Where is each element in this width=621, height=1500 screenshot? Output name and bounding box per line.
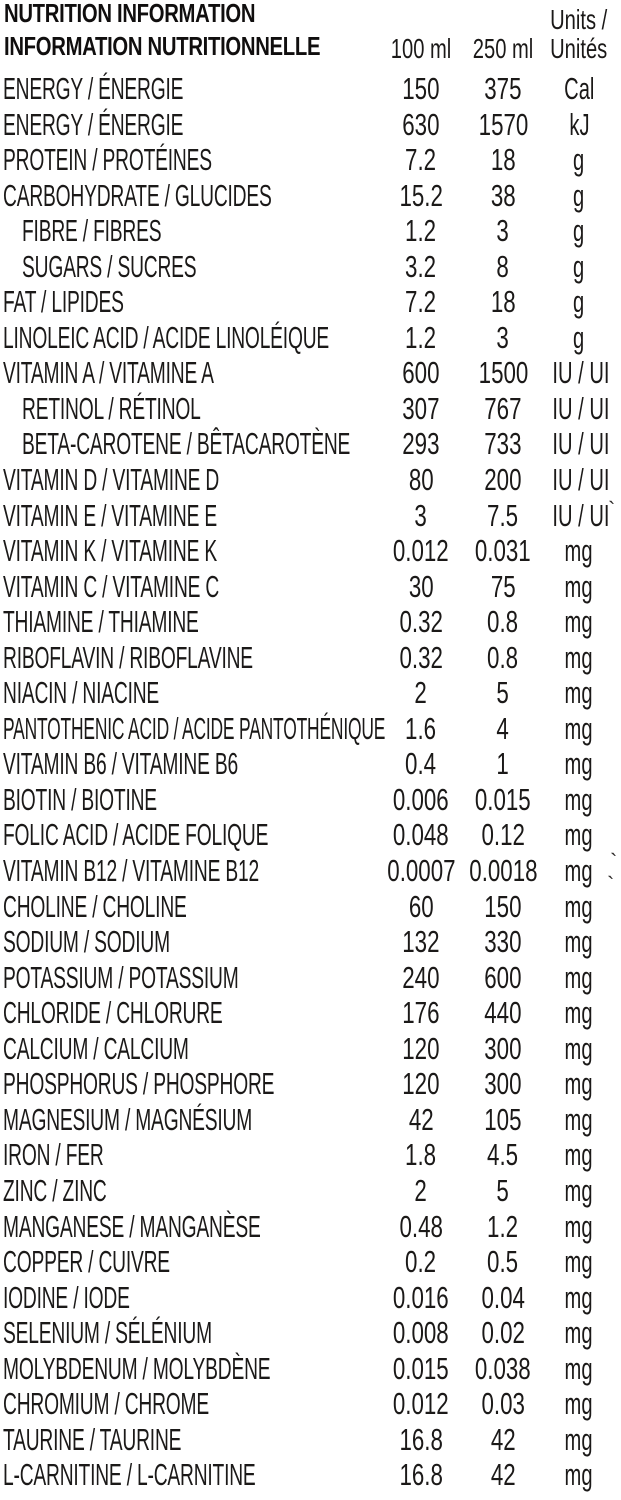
unit-cell bbox=[537, 142, 621, 178]
nutrient-label-cell bbox=[3, 1173, 374, 1209]
nutrient-row bbox=[0, 782, 621, 818]
value-250ml: 300 bbox=[484, 1030, 522, 1066]
value-100ml: 2 bbox=[414, 675, 428, 711]
nutrient-label-cell bbox=[22, 426, 393, 462]
value-250ml: 4 bbox=[496, 710, 510, 746]
nutrient-row bbox=[0, 1137, 621, 1173]
unit: mg bbox=[564, 568, 593, 604]
unit-cell bbox=[537, 107, 621, 143]
nutrient-label-cell bbox=[3, 1457, 374, 1493]
column-header-units-line2 bbox=[537, 35, 621, 63]
value-100ml: 16.8 bbox=[399, 1421, 443, 1457]
nutrient-row bbox=[0, 71, 621, 107]
nutrient-label: MAGNESIUM / MAGNÉSIUM bbox=[3, 1101, 253, 1137]
nutrient-label: POTASSIUM / POTASSIUM bbox=[3, 959, 239, 995]
nutrient-row bbox=[0, 533, 621, 569]
value-100ml: 30 bbox=[408, 568, 434, 604]
value-100ml: 240 bbox=[402, 959, 440, 995]
nutrient-label-cell bbox=[3, 107, 374, 143]
column-header-units-line1 bbox=[537, 6, 621, 34]
unit-cell bbox=[537, 995, 621, 1031]
nutrient-label-cell bbox=[3, 1137, 374, 1173]
nutrient-row bbox=[0, 711, 621, 747]
nutrient-label: VITAMIN C / VITAMINE C bbox=[3, 568, 220, 604]
nutrient-label-cell bbox=[3, 1351, 374, 1387]
value-250ml: 0.03 bbox=[481, 1386, 525, 1422]
unit-cell bbox=[537, 213, 621, 249]
print-artifact-tick: ` bbox=[610, 849, 618, 874]
nutrient-label: BETA-CAROTENE / BÊTACAROTÈNE bbox=[22, 426, 351, 462]
nutrient-label-cell bbox=[22, 391, 393, 427]
units-header-english: Units / bbox=[550, 4, 608, 35]
value-100ml: 0.006 bbox=[393, 781, 449, 817]
unit-cell bbox=[537, 1244, 621, 1280]
nutrient-label-cell bbox=[3, 746, 374, 782]
value-100ml: 0.0007 bbox=[386, 853, 456, 889]
unit: mg bbox=[564, 924, 593, 960]
nutrient-row bbox=[0, 995, 621, 1031]
unit-cell bbox=[537, 1351, 621, 1387]
nutrient-label: SELENIUM / SÉLÉNIUM bbox=[3, 1315, 212, 1351]
nutrition-table-body bbox=[0, 71, 621, 1493]
nutrient-label-cell bbox=[3, 1386, 374, 1422]
unit: mg bbox=[564, 1421, 593, 1457]
nutrient-label: CALCIUM / CALCIUM bbox=[3, 1030, 189, 1066]
nutrient-label: THIAMINE / THIAMINE bbox=[3, 604, 199, 640]
nutrient-label-cell bbox=[3, 817, 374, 853]
nutrient-label: RETINOL / RÉTINOL bbox=[22, 390, 201, 426]
value-250ml: 0.02 bbox=[481, 1315, 525, 1351]
nutrient-row bbox=[0, 1066, 621, 1102]
nutrient-label: VITAMIN B12 / VITAMINE B12 bbox=[3, 853, 259, 889]
value-250ml: 18 bbox=[490, 142, 516, 178]
nutrient-row bbox=[0, 1422, 621, 1458]
value-100ml: 132 bbox=[402, 924, 440, 960]
unit: IU / UI bbox=[552, 462, 610, 498]
unit-cell bbox=[537, 675, 621, 711]
nutrient-label-cell bbox=[3, 1031, 374, 1067]
value-100ml: 120 bbox=[402, 1030, 440, 1066]
value-250ml: 42 bbox=[490, 1421, 516, 1457]
unit: IU / UI bbox=[552, 390, 610, 426]
value-250ml: 8 bbox=[496, 248, 510, 284]
value-250ml: 1.2 bbox=[487, 1208, 519, 1244]
nutrient-label: SUGARS / SUCRES bbox=[22, 248, 197, 284]
nutrient-row bbox=[0, 213, 621, 249]
unit: mg bbox=[564, 888, 593, 924]
nutrient-label-cell bbox=[3, 1102, 374, 1138]
unit: mg bbox=[564, 1244, 593, 1280]
unit-cell bbox=[537, 782, 621, 818]
unit: mg bbox=[564, 1066, 593, 1102]
value-250ml: 0.038 bbox=[475, 1350, 531, 1386]
nutrient-label: MANGANESE / MANGANÈSE bbox=[3, 1208, 261, 1244]
unit-cell bbox=[537, 1386, 621, 1422]
unit-cell bbox=[537, 1031, 621, 1067]
value-250ml: 0.12 bbox=[481, 817, 525, 853]
nutrient-label-cell bbox=[3, 284, 374, 320]
value-250ml: 7.5 bbox=[487, 497, 519, 533]
unit-cell bbox=[537, 284, 621, 320]
nutrient-row bbox=[0, 569, 621, 605]
value-250ml: 150 bbox=[484, 888, 522, 924]
unit: mg bbox=[564, 1172, 593, 1208]
unit: mg bbox=[564, 1386, 593, 1422]
nutrient-label: CHOLINE / CHOLINE bbox=[3, 888, 187, 924]
nutrient-row bbox=[0, 178, 621, 214]
value-100ml: 0.015 bbox=[393, 1350, 449, 1386]
title-french bbox=[4, 33, 409, 59]
value-250ml: 3 bbox=[496, 213, 510, 249]
unit-cell bbox=[537, 1102, 621, 1138]
nutrient-label-cell bbox=[3, 462, 374, 498]
value-100ml: 0.048 bbox=[393, 817, 449, 853]
unit: mg bbox=[564, 853, 593, 889]
value-250ml: 0.04 bbox=[481, 1279, 525, 1315]
nutrient-row bbox=[0, 675, 621, 711]
nutrient-label-cell bbox=[3, 569, 374, 605]
title-english-text: NUTRITION INFORMATION bbox=[4, 0, 256, 28]
nutrient-label-cell bbox=[3, 1244, 374, 1280]
unit: mg bbox=[564, 639, 593, 675]
value-100ml: 293 bbox=[402, 426, 440, 462]
nutrient-row bbox=[0, 1315, 621, 1351]
nutrient-label: ZINC / ZINC bbox=[3, 1172, 107, 1208]
nutrient-label-cell bbox=[3, 1280, 374, 1316]
unit-cell bbox=[537, 569, 621, 605]
value-250ml: 5 bbox=[496, 675, 510, 711]
nutrient-label: ENERGY / ÉNERGIE bbox=[3, 106, 184, 142]
nutrient-label-cell bbox=[3, 178, 374, 214]
nutrient-row bbox=[0, 960, 621, 996]
unit-cell bbox=[537, 533, 621, 569]
nutrient-row bbox=[0, 284, 621, 320]
value-100ml: 0.2 bbox=[405, 1244, 437, 1280]
title-french-text: INFORMATION NUTRITIONNELLE bbox=[4, 31, 321, 61]
value-100ml: 0.012 bbox=[393, 533, 449, 569]
value-250ml: 1570 bbox=[478, 106, 528, 142]
unit: mg bbox=[564, 1457, 593, 1493]
unit-cell bbox=[537, 426, 621, 462]
value-250ml: 0.5 bbox=[487, 1244, 519, 1280]
nutrient-label: PANTOTHENIC ACID / ACIDE PANTOTHÉNIQUE bbox=[3, 710, 386, 746]
nutrient-label-cell bbox=[3, 640, 374, 676]
unit: IU / UI bbox=[552, 355, 610, 391]
nutrient-row bbox=[0, 924, 621, 960]
nutrient-label-cell bbox=[22, 213, 393, 249]
unit: mg bbox=[564, 604, 593, 640]
nutrient-row bbox=[0, 1244, 621, 1280]
value-250ml: 4.5 bbox=[487, 1137, 519, 1173]
unit: Cal bbox=[563, 71, 595, 106]
nutrient-row bbox=[0, 817, 621, 853]
unit: mg bbox=[564, 1315, 593, 1351]
nutrient-label: VITAMIN K / VITAMINE K bbox=[3, 533, 217, 569]
nutrient-row bbox=[0, 320, 621, 356]
value-250ml: 1500 bbox=[478, 355, 528, 391]
col-250ml-text: 250 ml bbox=[472, 33, 534, 64]
value-100ml: 0.4 bbox=[405, 746, 437, 782]
nutrient-label-cell bbox=[3, 533, 374, 569]
value-250ml: 200 bbox=[484, 462, 522, 498]
nutrient-label: VITAMIN B6 / VITAMINE B6 bbox=[3, 746, 238, 782]
unit-cell bbox=[537, 1137, 621, 1173]
nutrient-label: TAURINE / TAURINE bbox=[3, 1421, 182, 1457]
value-100ml: 15.2 bbox=[399, 177, 443, 213]
unit: g bbox=[573, 319, 585, 355]
value-100ml: 16.8 bbox=[399, 1457, 443, 1493]
value-100ml: 1.2 bbox=[405, 319, 437, 355]
value-100ml: 307 bbox=[402, 390, 440, 426]
nutrient-row bbox=[0, 1102, 621, 1138]
value-250ml: 0.8 bbox=[487, 639, 519, 675]
value-250ml: 105 bbox=[484, 1101, 522, 1137]
value-250ml: 330 bbox=[484, 924, 522, 960]
value-100ml: 0.016 bbox=[393, 1279, 449, 1315]
nutrient-label: CHROMIUM / CHROME bbox=[3, 1386, 210, 1422]
nutrient-label-cell bbox=[3, 889, 374, 925]
nutrient-row bbox=[0, 640, 621, 676]
unit-cell bbox=[537, 1457, 621, 1493]
nutrient-label: VITAMIN E / VITAMINE E bbox=[3, 497, 217, 533]
nutrient-row bbox=[0, 355, 621, 391]
nutrient-row bbox=[0, 1209, 621, 1245]
value-250ml: 600 bbox=[484, 959, 522, 995]
unit: mg bbox=[564, 710, 593, 746]
nutrient-label-cell bbox=[3, 1422, 374, 1458]
nutrient-label-cell bbox=[3, 1315, 374, 1351]
value-250ml: 5 bbox=[496, 1172, 510, 1208]
title-english bbox=[4, 0, 326, 26]
nutrient-row bbox=[0, 462, 621, 498]
value-100ml: 3.2 bbox=[405, 248, 437, 284]
nutrient-row bbox=[0, 849, 621, 897]
unit: mg bbox=[564, 533, 593, 569]
nutrient-row bbox=[0, 1457, 621, 1493]
value-100ml: 630 bbox=[402, 106, 440, 142]
unit: mg bbox=[564, 1208, 593, 1244]
nutrient-label-cell bbox=[3, 782, 374, 818]
value-100ml: 1.8 bbox=[405, 1137, 437, 1173]
unit: mg bbox=[564, 817, 593, 853]
unit: mg bbox=[564, 1137, 593, 1173]
nutrient-row bbox=[0, 426, 621, 462]
value-100ml: 42 bbox=[408, 1101, 434, 1137]
nutrient-label-cell bbox=[3, 1066, 374, 1102]
nutrient-label-cell bbox=[3, 142, 374, 178]
unit-cell bbox=[537, 1209, 621, 1245]
nutrient-row bbox=[0, 107, 621, 143]
nutrient-label: FAT / LIPIDES bbox=[3, 284, 124, 320]
nutrient-row bbox=[0, 249, 621, 285]
value-250ml: 375 bbox=[484, 71, 522, 106]
value-100ml: 1.6 bbox=[405, 710, 437, 746]
value-100ml: 1.2 bbox=[405, 213, 437, 249]
unit-cell bbox=[537, 1066, 621, 1102]
nutrient-label: L-CARNITINE / L-CARNITINE bbox=[3, 1457, 256, 1493]
unit-cell bbox=[537, 640, 621, 676]
nutrient-label: LINOLEIC ACID / ACIDE LINOLÉIQUE bbox=[3, 319, 330, 355]
value-250ml: 300 bbox=[484, 1066, 522, 1102]
unit-cell bbox=[537, 817, 621, 853]
value-250ml: 18 bbox=[490, 284, 516, 320]
nutrient-row bbox=[0, 1351, 621, 1387]
value-250ml: 75 bbox=[490, 568, 516, 604]
unit: IU / UI bbox=[552, 426, 610, 462]
unit: g bbox=[573, 177, 585, 213]
value-100ml: 60 bbox=[408, 888, 434, 924]
print-artifact-tick: ` bbox=[608, 497, 616, 522]
value-100ml: 150 bbox=[402, 71, 440, 106]
nutrient-label-cell bbox=[3, 675, 374, 711]
nutrient-label-cell bbox=[3, 853, 374, 889]
unit: mg bbox=[564, 1350, 593, 1386]
nutrient-label: FOLIC ACID / ACIDE FOLIQUE bbox=[3, 817, 269, 853]
nutrient-row bbox=[0, 1280, 621, 1316]
unit-cell bbox=[537, 1280, 621, 1316]
nutrient-label-cell bbox=[3, 924, 374, 960]
nutrient-label: RIBOFLAVIN / RIBOFLAVINE bbox=[3, 639, 253, 675]
value-100ml: 0.32 bbox=[399, 639, 443, 675]
value-250ml: 38 bbox=[490, 177, 516, 213]
unit-cell bbox=[537, 391, 621, 427]
units-header-french: Unités bbox=[550, 33, 608, 64]
nutrient-label: CARBOHYDRATE / GLUCIDES bbox=[3, 177, 272, 213]
nutrient-label: IODINE / IODE bbox=[3, 1279, 130, 1315]
value-100ml: 600 bbox=[402, 355, 440, 391]
unit-cell bbox=[537, 960, 621, 996]
nutrient-row bbox=[0, 391, 621, 427]
unit: mg bbox=[564, 675, 593, 711]
unit: mg bbox=[564, 781, 593, 817]
unit: g bbox=[573, 213, 585, 249]
nutrient-row bbox=[0, 1173, 621, 1209]
value-250ml: 733 bbox=[484, 426, 522, 462]
unit-cell bbox=[537, 746, 621, 782]
nutrient-label: FIBRE / FIBRES bbox=[22, 213, 162, 249]
nutrient-label: PROTEIN / PROTÉINES bbox=[3, 142, 212, 178]
unit: mg bbox=[564, 995, 593, 1031]
nutrient-row bbox=[0, 1031, 621, 1067]
col-100ml-text: 100 ml bbox=[390, 33, 452, 64]
nutrient-row bbox=[0, 889, 621, 925]
value-250ml: 440 bbox=[484, 995, 522, 1031]
value-100ml: 0.48 bbox=[399, 1208, 443, 1244]
value-100ml: 0.32 bbox=[399, 604, 443, 640]
unit: g bbox=[573, 142, 585, 178]
nutrient-label: SODIUM / SODIUM bbox=[3, 924, 170, 960]
nutrient-row bbox=[0, 604, 621, 640]
unit: mg bbox=[564, 1030, 593, 1066]
value-250ml: 767 bbox=[484, 390, 522, 426]
value-100ml: 0.008 bbox=[393, 1315, 449, 1351]
nutrient-label-cell bbox=[3, 355, 374, 391]
value-100ml: 80 bbox=[408, 462, 434, 498]
unit-cell bbox=[537, 924, 621, 960]
nutrient-label: MOLYBDENUM / MOLYBDÈNE bbox=[3, 1350, 271, 1386]
value-250ml: 0.8 bbox=[487, 604, 519, 640]
value-100ml: 176 bbox=[402, 995, 440, 1031]
unit: kJ bbox=[568, 106, 590, 142]
value-100ml: 3 bbox=[414, 497, 428, 533]
value-250ml: 3 bbox=[496, 319, 510, 355]
value-100ml: 2 bbox=[414, 1172, 428, 1208]
value-100ml: 7.2 bbox=[405, 284, 437, 320]
unit: mg bbox=[564, 1101, 593, 1137]
nutrient-label-cell bbox=[3, 604, 374, 640]
nutrient-label-cell bbox=[3, 71, 374, 107]
unit-cell bbox=[537, 604, 621, 640]
unit-cell bbox=[537, 462, 621, 498]
print-artifact-tick: ` bbox=[607, 872, 615, 897]
value-250ml: 0.0018 bbox=[468, 853, 538, 889]
value-100ml: 7.2 bbox=[405, 142, 437, 178]
unit-cell bbox=[537, 1173, 621, 1209]
unit: mg bbox=[564, 746, 593, 782]
nutrient-label-cell bbox=[3, 320, 374, 356]
nutrient-label-cell bbox=[22, 249, 393, 285]
unit: mg bbox=[564, 959, 593, 995]
nutrient-label: ENERGY / ÉNERGIE bbox=[3, 71, 184, 106]
unit-cell bbox=[537, 320, 621, 356]
nutrient-label: BIOTIN / BIOTINE bbox=[3, 781, 157, 817]
nutrient-row bbox=[0, 1386, 621, 1422]
nutrient-label: PHOSPHORUS / PHOSPHORE bbox=[3, 1066, 275, 1102]
nutrient-label: NIACIN / NIACINE bbox=[3, 675, 160, 711]
value-250ml: 0.031 bbox=[475, 533, 531, 569]
value-100ml: 120 bbox=[402, 1066, 440, 1102]
nutrient-label: IRON / FER bbox=[3, 1137, 104, 1173]
unit-cell bbox=[537, 178, 621, 214]
nutrient-label-cell bbox=[3, 960, 374, 996]
nutrient-row bbox=[0, 746, 621, 782]
nutrient-label: VITAMIN D / VITAMINE D bbox=[3, 462, 220, 498]
unit-cell bbox=[537, 355, 621, 391]
value-100ml: 0.012 bbox=[393, 1386, 449, 1422]
nutrient-label-cell bbox=[3, 710, 386, 747]
unit: g bbox=[573, 284, 585, 320]
nutrient-label-cell bbox=[3, 1209, 374, 1245]
nutrient-label-cell bbox=[3, 995, 374, 1031]
unit-cell bbox=[537, 1315, 621, 1351]
nutrient-row bbox=[0, 498, 621, 534]
unit-cell bbox=[537, 71, 621, 107]
nutrient-label: COPPER / CUIVRE bbox=[3, 1244, 170, 1280]
unit: IU / UI bbox=[552, 497, 610, 533]
nutrient-label-cell bbox=[3, 498, 374, 534]
unit: g bbox=[573, 248, 585, 284]
unit-cell bbox=[537, 1422, 621, 1458]
unit: mg bbox=[564, 1279, 593, 1315]
nutrient-row bbox=[0, 142, 621, 178]
nutrient-label: VITAMIN A / VITAMINE A bbox=[3, 355, 214, 391]
value-250ml: 0.015 bbox=[475, 781, 531, 817]
value-250ml: 42 bbox=[490, 1457, 516, 1493]
value-250ml: 1 bbox=[496, 746, 510, 782]
unit-cell bbox=[537, 711, 621, 747]
nutrient-label: CHLORIDE / CHLORURE bbox=[3, 995, 223, 1031]
unit-cell bbox=[537, 249, 621, 285]
